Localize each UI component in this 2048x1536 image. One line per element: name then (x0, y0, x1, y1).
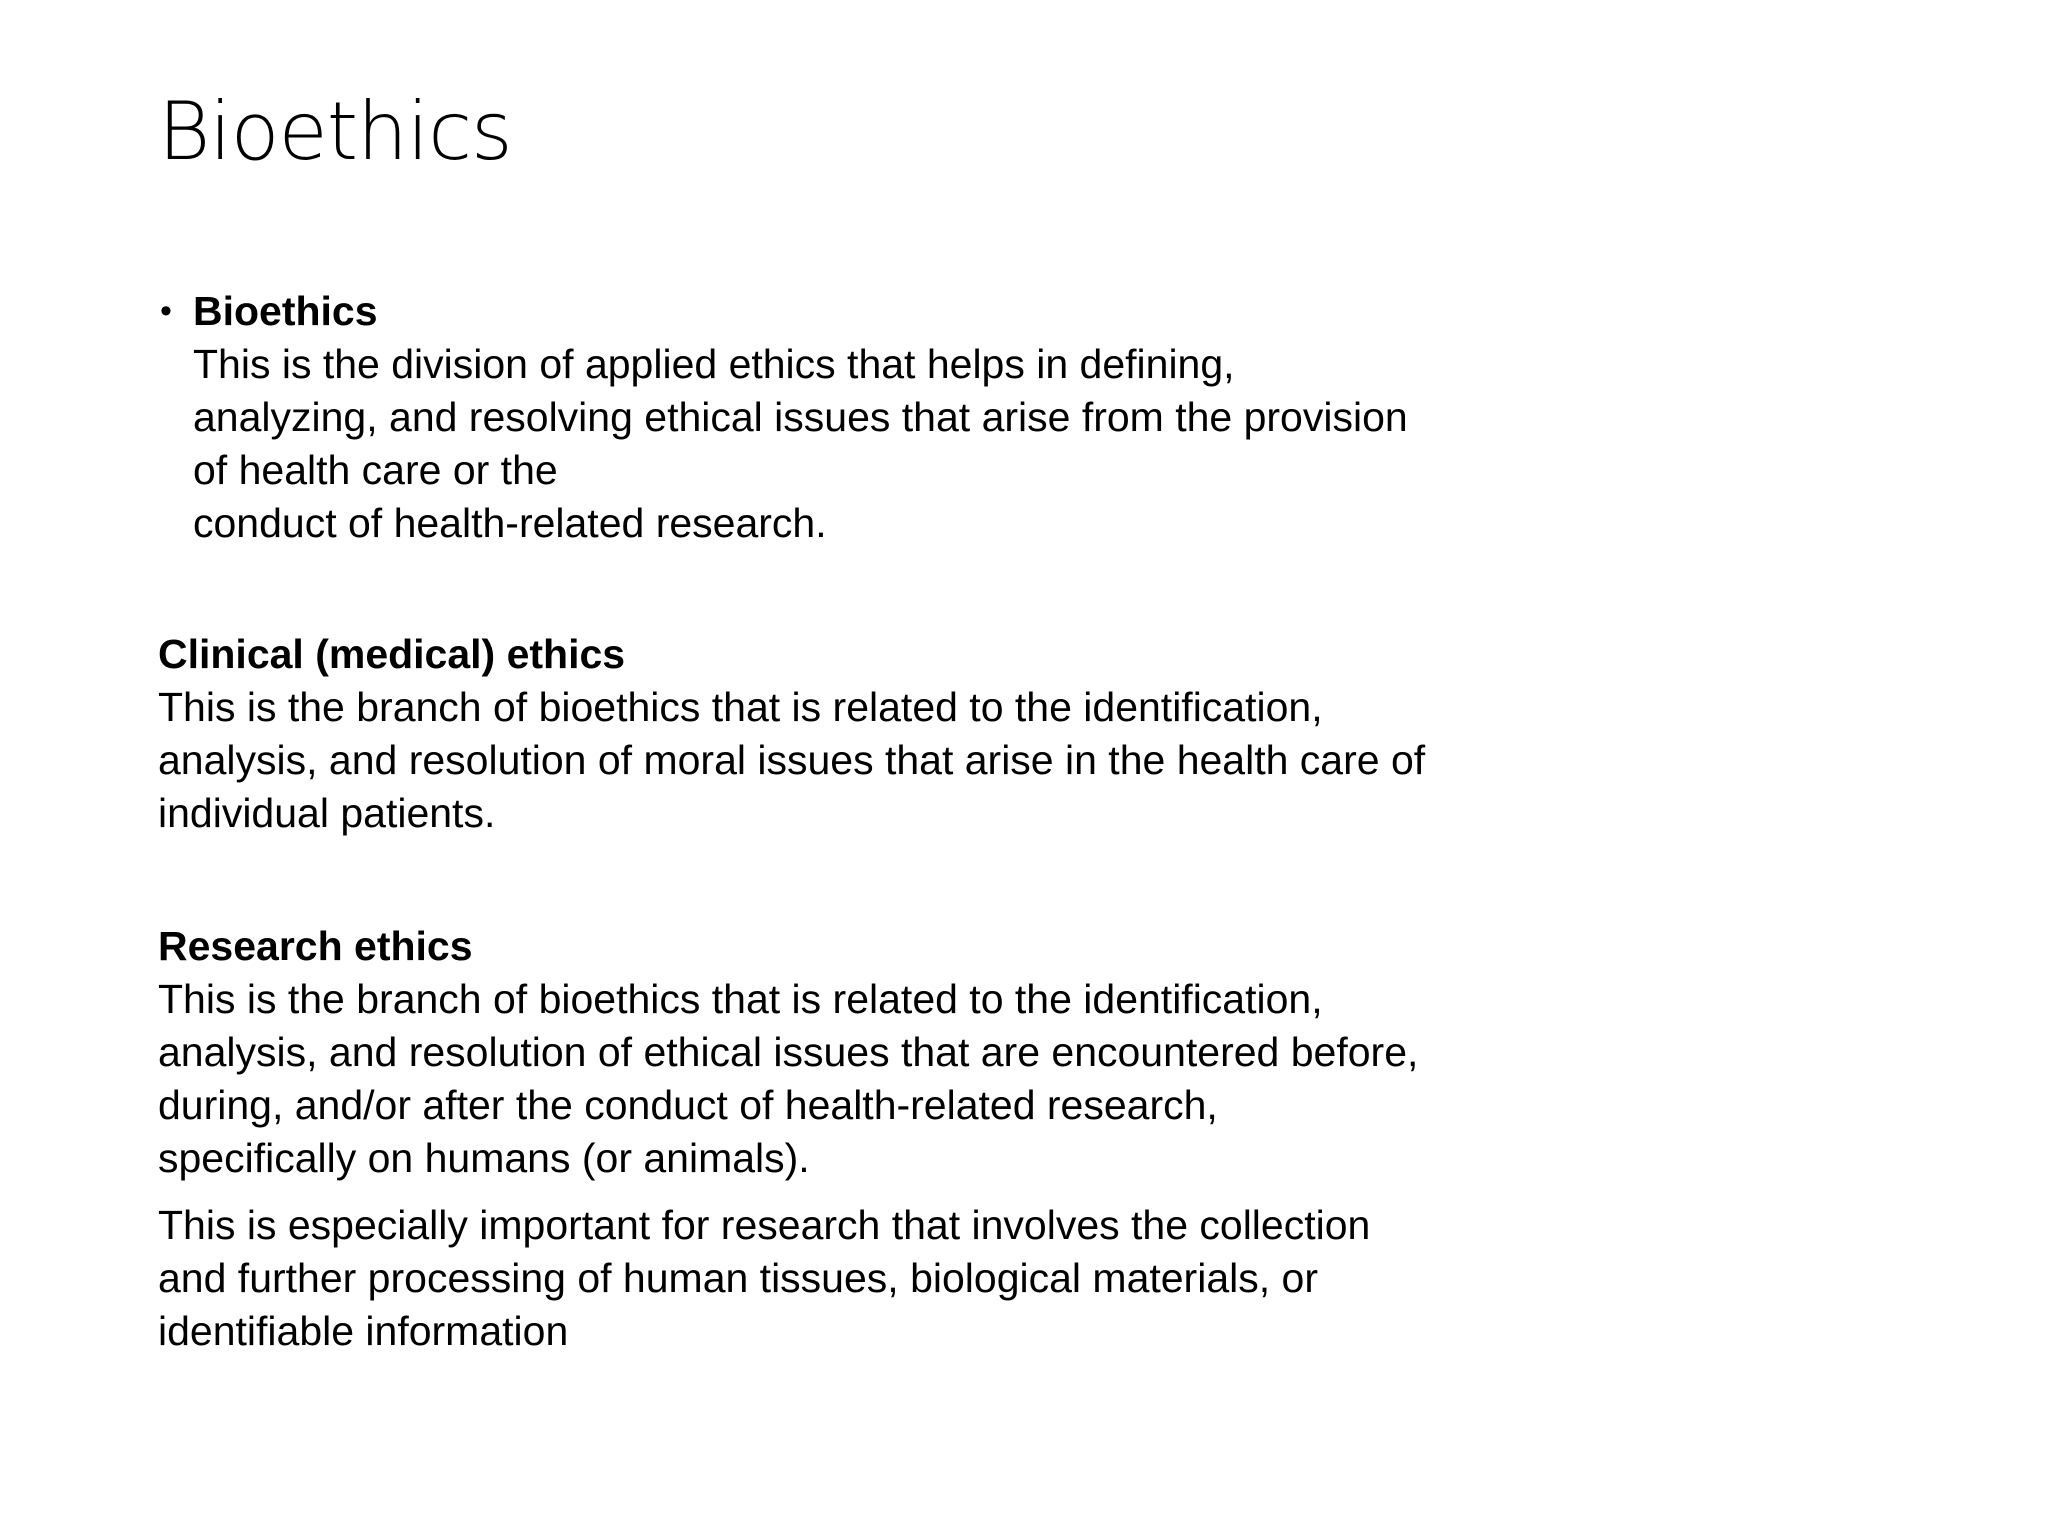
research-ethics-definition-line: This is the branch of bioethics that is related to the identification, (158, 976, 1323, 1022)
research-ethics-term: Research ethics (158, 923, 473, 969)
slide-title: Bioethics (158, 85, 512, 178)
bullet-icon: • (160, 292, 172, 330)
research-ethics-note-line: identifiable information (158, 1308, 569, 1354)
research-ethics-definition (158, 920, 1578, 1185)
research-ethics-note-line: and further processing of human tissues, biological materials, or (158, 1255, 1318, 1301)
clinical-ethics-definition-line: individual patients. (158, 790, 496, 836)
research-ethics-note-line: This is especially important for research that involves the collection (158, 1202, 1371, 1248)
bioethics-definition-line: analyzing, and resolving ethical issues that arise from the provision (193, 394, 1408, 440)
research-ethics-definition-line: specifically on humans (or animals). (158, 1135, 810, 1181)
research-ethics-definition-line: during, and/or after the conduct of health-related research, (158, 1082, 1218, 1128)
clinical-ethics-definition-line: This is the branch of bioethics that is related to the identification, (158, 684, 1323, 730)
clinical-ethics-term: Clinical (medical) ethics (158, 631, 626, 677)
bioethics-definition-line: of health care or the (193, 447, 558, 493)
bioethics-definition-line: conduct of health-related research. (193, 500, 827, 546)
research-ethics-note (158, 1199, 1578, 1358)
clinical-ethics-section (158, 628, 1578, 840)
bioethics-definition-line: This is the division of applied ethics that helps in defining, (193, 341, 1235, 387)
clinical-ethics-definition-line: analysis, and resolution of moral issues that arise in the health care of (158, 737, 1426, 783)
bioethics-term: Bioethics (193, 288, 378, 334)
research-ethics-definition-line: analysis, and resolution of ethical issues that are encountered before, (158, 1029, 1419, 1075)
slide-content (158, 285, 1578, 1358)
research-ethics-section (158, 920, 1578, 1358)
bioethics-bullet (158, 285, 1578, 550)
